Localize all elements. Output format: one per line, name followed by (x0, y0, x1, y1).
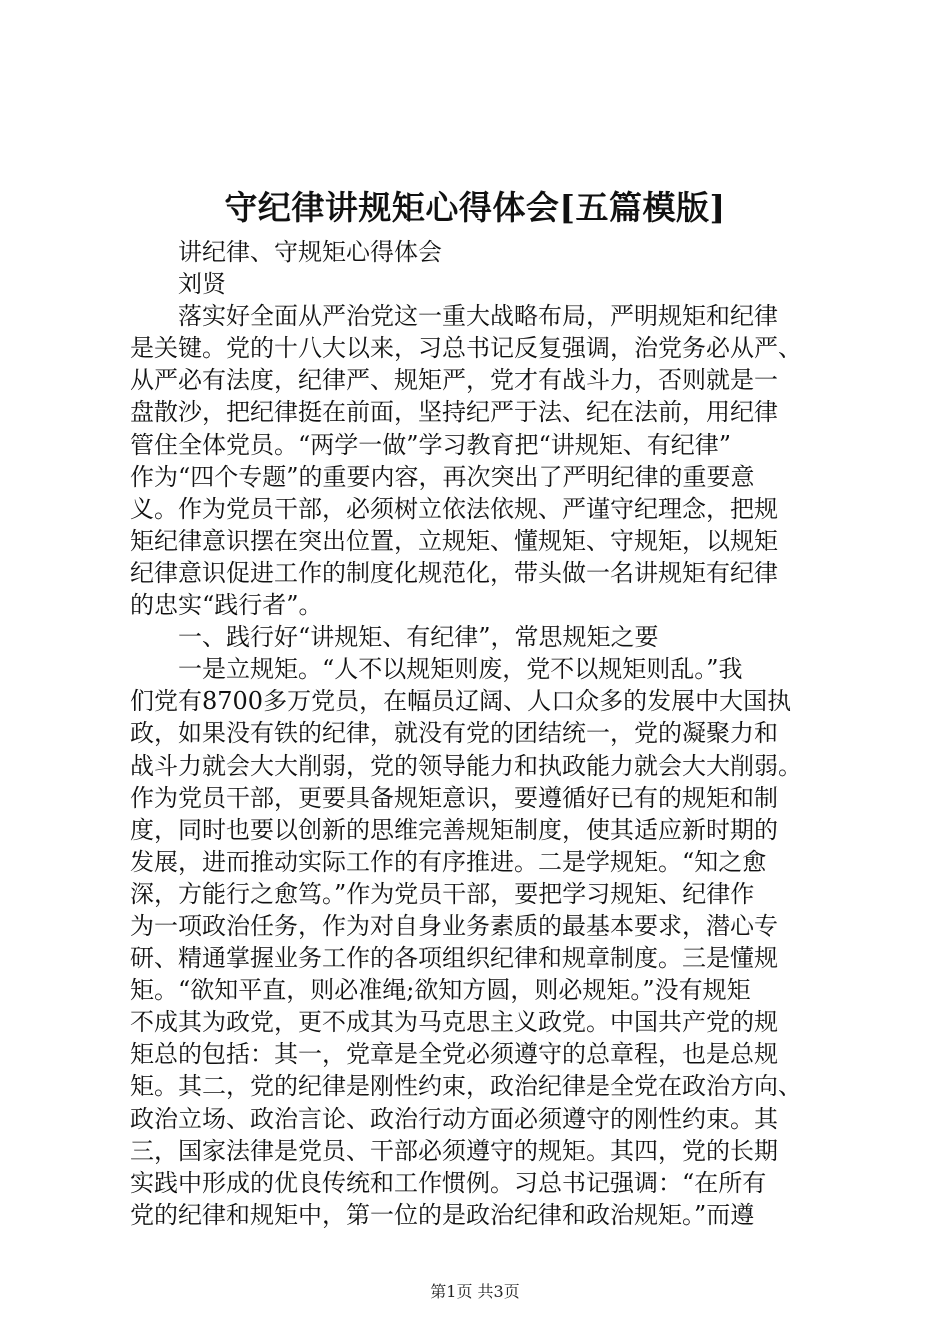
document-title: 守纪律讲规矩心得体会[五篇模版] (224, 188, 726, 227)
document-body (130, 236, 830, 1231)
text-line: 一、践行好“讲规矩、有纪律”，常思规矩之要 (178, 623, 659, 652)
text-line: 党的纪律和规矩中，第一位的是政治纪律和政治规矩。”而遵 (130, 1200, 755, 1229)
text-line: 们党有8700多万党员，在幅员辽阔、人口众多的发展中大国执 (130, 687, 792, 716)
text-line: 是关键。党的十八大以来，习总书记反复强调，治党务必从严、 (130, 334, 802, 363)
text-line: 刘贤 (178, 270, 226, 299)
page-footer: 第1页 共3页 (430, 1282, 520, 1301)
text-line: 作为“四个专题”的重要内容，再次突出了严明纪律的重要意 (130, 462, 755, 491)
text-line: 战斗力就会大大削弱，党的领导能力和执政能力就会大大削弱。 (130, 751, 802, 780)
text-line: 管住全体党员。“两学一做”学习教育把“讲规矩、有纪律” (130, 430, 732, 459)
text-line: 度，同时也要以创新的思维完善规矩制度，使其适应新时期的 (130, 815, 778, 844)
text-line: 矩。其二，党的纪律是刚性约束，政治纪律是全党在政治方向、 (130, 1072, 802, 1101)
text-line: 为一项政治任务，作为对自身业务素质的最基本要求，潜心专 (130, 911, 778, 940)
text-line: 实践中形成的优良传统和工作惯例。习总书记强调：“在所有 (130, 1168, 767, 1197)
text-line: 政，如果没有铁的纪律，就没有党的团结统一，党的凝聚力和 (130, 719, 778, 748)
text-line: 矩。“欲知平直，则必准绳;欲知方圆，则必规矩。”没有规矩 (130, 976, 751, 1005)
text-line: 不成其为政党，更不成其为马克思主义政党。中国共产党的规 (130, 1008, 778, 1037)
text-line: 义。作为党员干部，必须树立依法依规、严谨守纪理念，把规 (130, 494, 778, 523)
text-line: 落实好全面从严治党这一重大战略布局，严明规矩和纪律 (178, 302, 778, 331)
text-line: 三，国家法律是党员、干部必须遵守的规矩。其四，党的长期 (130, 1136, 778, 1165)
text-line: 深，方能行之愈笃。”作为党员干部，要把学习规矩、纪律作 (130, 879, 755, 908)
text-line: 作为党员干部，更要具备规矩意识，要遵循好已有的规矩和制 (130, 783, 778, 812)
text-line: 政治立场、政治言论、政治行动方面必须遵守的刚性约束。其 (130, 1104, 778, 1133)
text-line: 盘散沙，把纪律挺在前面，坚持纪严于法、纪在法前，用纪律 (130, 398, 778, 427)
text-line: 的忠实“践行者”。 (130, 591, 323, 620)
text-line: 一是立规矩。“人不以规矩则废，党不以规矩则乱。”我 (178, 655, 743, 684)
text-line: 讲纪律、守规矩心得体会 (178, 238, 442, 266)
text-line: 研、精通掌握业务工作的各项组织纪律和规章制度。三是懂规 (130, 944, 778, 973)
text-line: 纪律意识促进工作的制度化规范化，带头做一名讲规矩有纪律 (130, 558, 778, 587)
text-line: 发展，进而推动实际工作的有序推进。二是学规矩。“知之愈 (130, 847, 767, 876)
text-line: 矩总的包括：其一，党章是全党必须遵守的总章程，也是总规 (130, 1040, 778, 1069)
text-line: 从严必有法度，纪律严、规矩严，党才有战斗力，否则就是一 (130, 366, 778, 395)
text-line: 矩纪律意识摆在突出位置，立规矩、懂规矩、守规矩，以规矩 (130, 526, 778, 555)
